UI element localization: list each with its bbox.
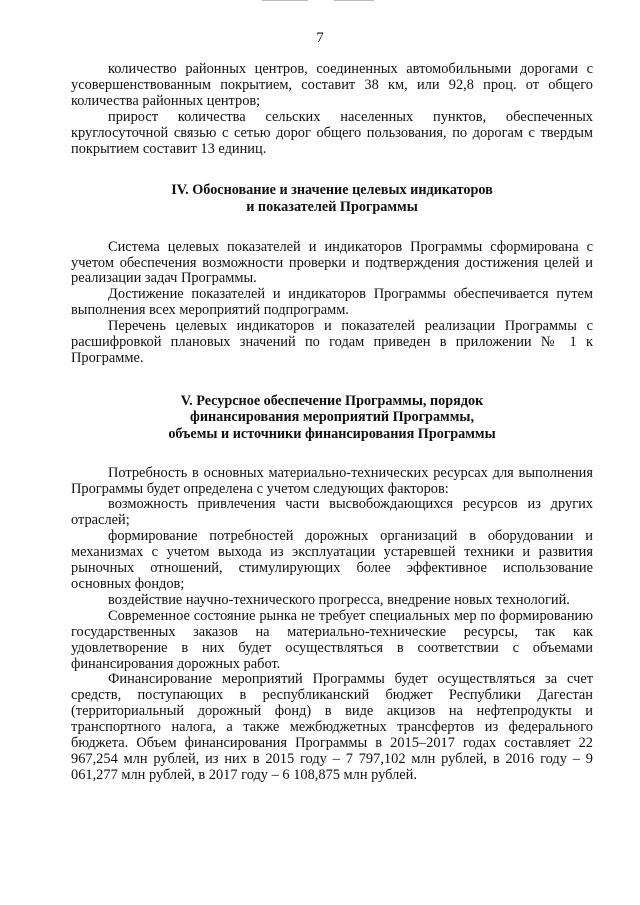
heading-line: объемы и источники финансирования Программы	[168, 426, 496, 443]
heading-line: V. Ресурсное обеспечение Программы, порядок	[180, 392, 484, 409]
paragraph: Современное состояние рынка не требует специальных мер по формированию государственных заказов на материально-технические ресурсы, так как удовлетворение в них будет осуществляться в соответствии с объемами финансирования дорожных работ.	[71, 607, 593, 672]
section-heading-v	[71, 393, 593, 443]
paragraph: возможность привлечения части высвобождающихся ресурсов из других отраслей;	[71, 496, 593, 529]
heading-line: IV. Обоснование и значение целевых индикаторов	[171, 182, 493, 199]
scan-artifact	[262, 0, 308, 7]
heading-line: финансирования мероприятий Программы,	[190, 409, 474, 426]
section-heading-iv	[71, 182, 593, 215]
heading-line: и показателей Программы	[246, 199, 418, 216]
page-number: 7	[316, 30, 324, 46]
paragraph: Система целевых показателей и индикаторов Программы сформирована с учетом обеспечения возможности проверки и подтверждения достижения целей и реализации задач Программы.	[71, 238, 593, 287]
paragraph: формирование потребностей дорожных организаций в оборудовании и механизмах с учетом выхода из эксплуатации устаревшей техники и развития рыночных отношений, стимулирующих более эффективное использование основных фондов;	[71, 528, 593, 592]
paragraph: прирост количества сельских населенных пунктов, обеспеченных круглосуточной связью с сетью дорог общего пользования, по дорогам с твердым покрытием составит 13 единиц.	[71, 108, 593, 157]
paragraph: Потребность в основных материально-технических ресурсах для выполнения Программы будет определена с учетом следующих факторов:	[71, 464, 593, 497]
paragraph: Финансирование мероприятий Программы будет осуществляться за счет средств, поступающих в республиканский бюджет Республики Дагестан (территориальный дорожный фонд) в виде акцизов на нефтепродукты и транспортного налога, а также межбюджетных трансфертов из федерального бюджета. Объем финансирования Программы в 2015–2017 годах составляет 22 967,254 млн рублей, из них в 2015 году – 7 797,102 млн рублей, в 2016 году – 9 061,277 млн рублей, в 2017 году – 6 108,875 млн рублей.	[71, 671, 593, 783]
paragraph: воздействие научно-технического прогресса, внедрение новых технологий.	[108, 591, 570, 608]
paragraph: Достижение показателей и индикаторов Программы обеспечивается путем выполнения всех мероприятий подпрограмм.	[71, 286, 593, 319]
document-body	[71, 62, 593, 784]
paragraph: Перечень целевых индикаторов и показателей реализации Программы с расшифровкой плановых значений по годам приведен в приложении № 1 к Программе.	[71, 318, 593, 366]
scan-artifact	[334, 0, 374, 7]
paragraph: количество районных центров, соединенных автомобильными дорогами с усовершенствованным покрытием, составит 38 км, или 92,8 проц. от общего количества районных центров;	[71, 61, 593, 109]
